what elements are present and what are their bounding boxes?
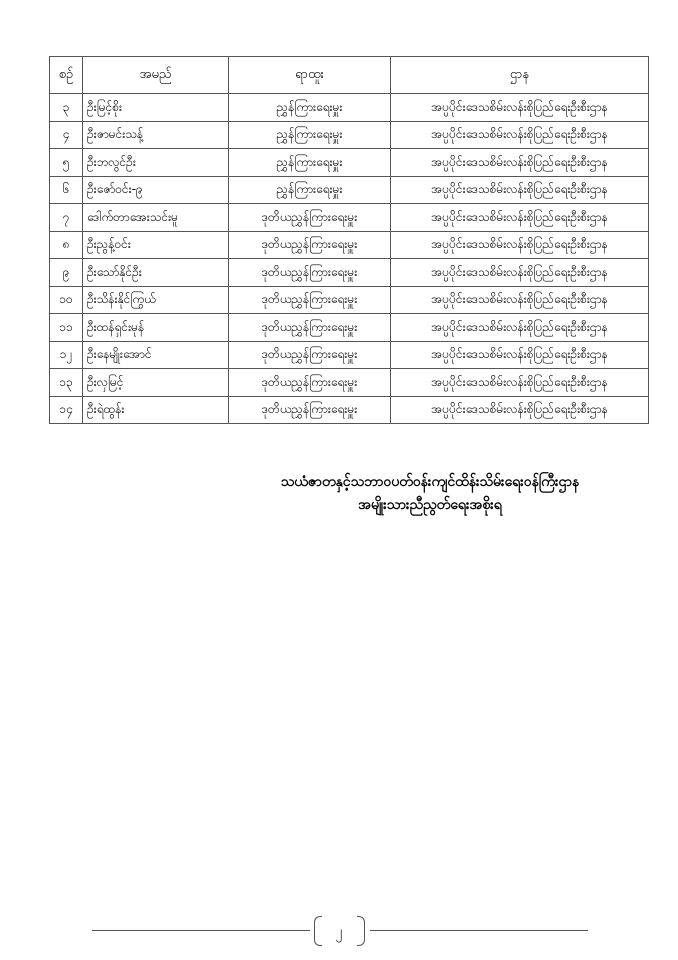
page-number: ၂ bbox=[335, 924, 343, 940]
name-cell: ဦးသိန်းနိုင်ကြွယ် bbox=[83, 286, 229, 314]
rank-cell: ဒုတိယညွှန်ကြားရေးမှူး bbox=[229, 231, 391, 259]
serial-cell: ၁၂ bbox=[50, 341, 83, 369]
name-cell: ဦးထန်ရှင်းမုန် bbox=[83, 314, 229, 342]
name-cell: ဦးညွန့်ဝင်း bbox=[83, 231, 229, 259]
table-row bbox=[50, 121, 649, 149]
table-row bbox=[50, 94, 649, 122]
serial-cell: ၁၁ bbox=[50, 314, 83, 342]
rank-cell: ဒုတိယညွှန်ကြားရေးမှူး bbox=[229, 396, 391, 424]
name-cell: ဦးသော်နိုင်ဦး bbox=[83, 259, 229, 287]
table-header-row bbox=[50, 57, 649, 94]
serial-cell: ၄ bbox=[50, 121, 83, 149]
name-cell: ဦးဇော်ဝင်း-၉ bbox=[83, 176, 229, 204]
serial-cell: ၁၄ bbox=[50, 396, 83, 424]
name-cell: ဦးနေမျိုးအောင် bbox=[83, 341, 229, 369]
serial-cell: ၆ bbox=[50, 176, 83, 204]
serial-cell: ၃ bbox=[50, 94, 83, 122]
rank-cell: ဒုတိယညွှန်ကြားရေးမှူး bbox=[229, 286, 391, 314]
table-row bbox=[50, 176, 649, 204]
name-cell: ဦးရဲထွန်း bbox=[83, 396, 229, 424]
department-cell: အပ္ပပိုင်းဒေသစိမ်းလန်းစိုပြည်ရေးဦးစီးဌာန bbox=[391, 204, 649, 232]
header-serial: စဉ် bbox=[50, 57, 83, 94]
department-cell: အပ္ပပိုင်းဒေသစိမ်းလန်းစိုပြည်ရေးဦးစီးဌာန bbox=[391, 149, 649, 177]
rank-cell: ဒုတိယညွှန်ကြားရေးမှူး bbox=[229, 341, 391, 369]
serial-cell: ၅ bbox=[50, 149, 83, 177]
left-bracket-icon bbox=[314, 916, 322, 946]
department-cell: အပ္ပပိုင်းဒေသစိမ်းလန်းစိုပြည်ရေးဦးစီးဌာန bbox=[391, 314, 649, 342]
serial-cell: ၉ bbox=[50, 259, 83, 287]
department-cell: အပ္ပပိုင်းဒေသစိမ်းလန်းစိုပြည်ရေးဦးစီးဌာန bbox=[391, 341, 649, 369]
rank-cell: ညွှန်ကြားရေးမှူး bbox=[229, 149, 391, 177]
serial-cell: ၁၀ bbox=[50, 286, 83, 314]
rank-cell: ဒုတိယညွှန်ကြားရေးမှူး bbox=[229, 259, 391, 287]
header-rank: ရာထူး bbox=[229, 57, 391, 94]
name-cell: ဦးဘလွင်ဦး bbox=[83, 149, 229, 177]
department-cell: အပ္ပပိုင်းဒေသစိမ်းလန်းစိုပြည်ရေးဦးစီးဌာန bbox=[391, 121, 649, 149]
name-cell: ဦးလှမြင့် bbox=[83, 369, 229, 397]
serial-cell: ၈ bbox=[50, 231, 83, 259]
footer-rule-left bbox=[92, 930, 310, 931]
serial-cell: ၇ bbox=[50, 204, 83, 232]
rank-cell: ညွှန်ကြားရေးမှူး bbox=[229, 176, 391, 204]
department-cell: အပ္ပပိုင်းဒေသစိမ်းလန်းစိုပြည်ရေးဦးစီးဌာန bbox=[391, 231, 649, 259]
table-row bbox=[50, 204, 649, 232]
table-row bbox=[50, 314, 649, 342]
name-cell: ဦးဇာမင်းသန့် bbox=[83, 121, 229, 149]
header-name: အမည် bbox=[83, 57, 229, 94]
footer-rule-right bbox=[370, 930, 588, 931]
table-row bbox=[50, 231, 649, 259]
department-cell: အပ္ပပိုင်းဒေသစိမ်းလန်းစိုပြည်ရေးဦးစီးဌာန bbox=[391, 396, 649, 424]
serial-cell: ၁၃ bbox=[50, 369, 83, 397]
staff-table bbox=[49, 56, 649, 424]
department-cell: အပ္ပပိုင်းဒေသစိမ်းလန်းစိုပြည်ရေးဦးစီးဌာန bbox=[391, 259, 649, 287]
table-row bbox=[50, 341, 649, 369]
header-department: ဌာန bbox=[391, 57, 649, 94]
table-row bbox=[50, 396, 649, 424]
rank-cell: ဒုတိယညွှန်ကြားရေးမှူး bbox=[229, 204, 391, 232]
rank-cell: ဒုတိယညွှန်ကြားရေးမှူး bbox=[229, 314, 391, 342]
name-cell: ဦးမြင့်စိုး bbox=[83, 94, 229, 122]
department-cell: အပ္ပပိုင်းဒေသစိမ်းလန်းစိုပြည်ရေးဦးစီးဌာန bbox=[391, 369, 649, 397]
table-row bbox=[50, 369, 649, 397]
rank-cell: ညွှန်ကြားရေးမှူး bbox=[229, 121, 391, 149]
table-row bbox=[50, 259, 649, 287]
right-bracket-icon bbox=[357, 916, 365, 946]
table-row bbox=[50, 286, 649, 314]
department-cell: အပ္ပပိုင်းဒေသစိမ်းလန်းစိုပြည်ရေးဦးစီးဌာန bbox=[391, 286, 649, 314]
table-row bbox=[50, 149, 649, 177]
name-cell: ဒေါက်တာအေးသင်းမူ bbox=[83, 204, 229, 232]
ministry-name: သယံဇာတနှင့်သဘာဝပတ်ဝန်းကျင်ထိန်းသိမ်းရေးဝန်ကြီးဌာန bbox=[280, 474, 580, 490]
government-name: အမျိုးသားညီညွတ်ရေးအစိုးရ bbox=[358, 497, 502, 513]
department-cell: အပ္ပပိုင်းဒေသစိမ်းလန်းစိုပြည်ရေးဦးစီးဌာန bbox=[391, 94, 649, 122]
rank-cell: ဒုတိယညွှန်ကြားရေးမှူး bbox=[229, 369, 391, 397]
department-cell: အပ္ပပိုင်းဒေသစိမ်းလန်းစိုပြည်ရေးဦးစီးဌာန bbox=[391, 176, 649, 204]
rank-cell: ညွှန်ကြားရေးမှူး bbox=[229, 94, 391, 122]
